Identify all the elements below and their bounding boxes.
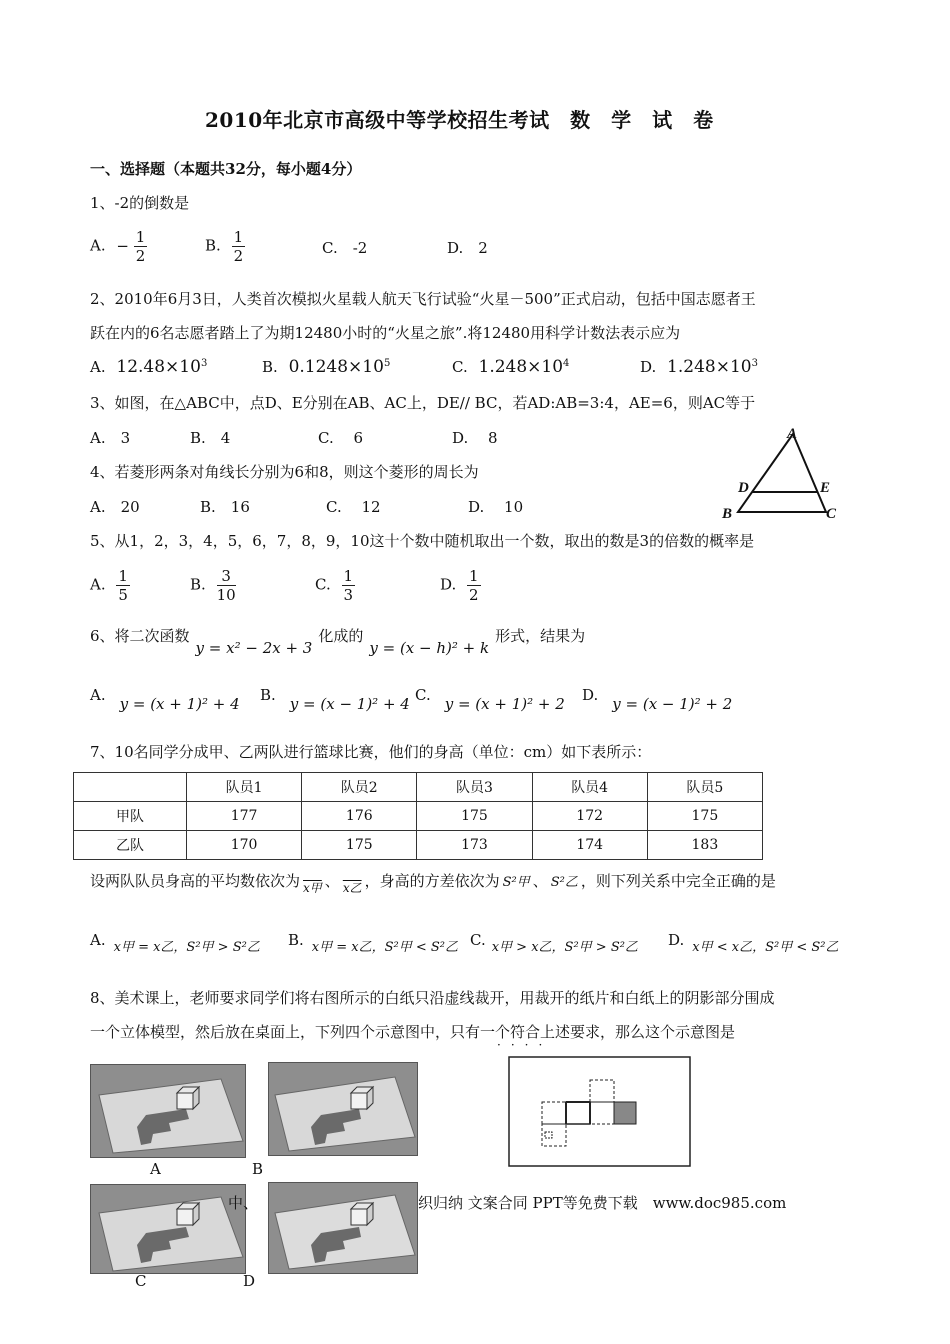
question-7-condition: 设两队队员身高的平均数依次为 $_{x甲}$ 、 $_{x乙}$ ，身高的方差依次为 S²甲 、 S²乙 ，则下列关系中完全正确的是 — [90, 872, 776, 895]
table-cell: 173 — [417, 831, 532, 860]
q2-option-b: B. $0.1248\times 10^5$ — [262, 357, 391, 377]
q4-option-a: A. 20 — [90, 498, 140, 516]
section-header: 一、选择题（本题共32分，每小题4分） — [90, 160, 362, 178]
table-cell: 172 — [532, 802, 647, 831]
question-6-stem: 6、将二次函数y = x² − 2x + 3化成的y = (x − h)² + k形式，结果为 — [90, 627, 586, 657]
q3-option-c: C. 6 — [318, 429, 364, 447]
q7-option-d: D. x甲 < x乙，S²甲 < S²乙 — [668, 931, 839, 955]
point-e-label: E — [820, 480, 831, 496]
table-cell: 175 — [417, 802, 532, 831]
q5-option-b: B. $\frac{3}{10}$ — [190, 567, 236, 604]
q3-option-a: A. 3 — [90, 429, 131, 447]
question-8-line2: 一个立体模型，然后放在桌面上，下列四个示意图中，只有一个符合上述要求，那么这个示意图是 — [90, 1023, 736, 1041]
question-3-stem: 3、如图，在△ABC中，点D、E分别在AB、AC上，DE// BC，若AD:AB=3:4，AE=6，则AC等于 — [90, 394, 756, 412]
table-cell: 甲队 — [74, 802, 187, 831]
table-header-cell — [74, 773, 187, 802]
table-cell: 175 — [302, 831, 417, 860]
table-header-cell: 队员3 — [417, 773, 532, 802]
table-cell: 177 — [187, 802, 302, 831]
footer-fragment: 中、 — [228, 1194, 259, 1212]
question-2-line1: 2、2010年6月3日，人类首次模拟火星载人航天飞行试验“火星－500”正式启动，包括中国志愿者王 — [90, 290, 756, 308]
triangle-abc — [738, 434, 826, 512]
q4-option-d: D. 10 — [468, 498, 524, 516]
question-2-line2: 跃在内的6名志愿者踏上了为期12480小时的“火星之旅”.将12480用科学计数法表示应为 — [90, 324, 681, 342]
option-b-image — [268, 1062, 418, 1156]
table-cell: 175 — [647, 802, 762, 831]
q1-option-d: D. 2 — [447, 239, 488, 257]
question-5-stem: 5、从1，2，3，4，5，6，7，8，9，10这十个数中随机取出一个数，取出的数是3的倍数的概率是 — [90, 532, 755, 550]
question-8-line1: 8、美术课上，老师要求同学们将右图所示的白纸只沿虚线裁开，用裁开的纸片和白纸上的阴影部分围成 — [90, 989, 775, 1007]
q5-option-d: D. $\frac{1}{2}$ — [440, 567, 479, 604]
table-header-row — [74, 773, 763, 802]
q1-option-b: B. $\frac{1}{2}$ — [205, 228, 244, 265]
question-4-stem: 4、若菱形两条对角线长分别为6和8，则这个菱形的周长为 — [90, 463, 479, 481]
vertex-a-label: A — [787, 426, 798, 442]
q1-option-c: C. -2 — [322, 239, 368, 257]
image-label-b: B — [252, 1160, 264, 1178]
option-c-image — [90, 1184, 246, 1274]
q7-option-a: A. x甲 = x乙，S²甲 > S²乙 — [90, 931, 260, 955]
table-cell: 174 — [532, 831, 647, 860]
q5-option-a: A. $\frac{1}{5}$ — [90, 567, 128, 604]
paper-net-diagram — [508, 1056, 692, 1168]
table-cell: 183 — [647, 831, 762, 860]
page-title: 2010年北京市高级中等学校招生考试 数 学 试 卷 — [205, 108, 714, 132]
option-d-image — [268, 1182, 418, 1274]
q6-option-d: D. y = (x − 1)² + 2 — [582, 686, 733, 713]
image-label-d: D — [243, 1272, 256, 1290]
option-a-image — [90, 1064, 246, 1158]
vertex-b-label: B — [722, 506, 733, 522]
q6-option-c: C. y = (x + 1)² + 2 — [415, 686, 565, 713]
image-label-a: A — [150, 1160, 161, 1178]
footer-text: 织归纳 文案合同 PPT等免费下载 www.doc985.com — [418, 1194, 787, 1212]
height-table — [73, 772, 763, 860]
question-7-stem: 7、10名同学分成甲、乙两队进行篮球比赛，他们的身高（单位：cm）如下表所示： — [90, 743, 652, 761]
table-row — [74, 802, 763, 831]
q2-option-a: A. $12.48\times 10^3$ — [90, 357, 208, 377]
table-cell: 176 — [302, 802, 417, 831]
q4-option-c: C. 12 — [326, 498, 381, 516]
q3-option-d: D. 8 — [452, 429, 498, 447]
table-header-cell: 队员5 — [647, 773, 762, 802]
q2-option-d: D. $1.248\times 10^3$ — [640, 357, 758, 377]
table-row — [74, 831, 763, 860]
question-1-stem: 1、-2的倒数是 — [90, 194, 190, 212]
q3-option-b: B. 4 — [190, 429, 231, 447]
q1-option-a: A. − $\frac{1}{2}$ — [90, 228, 146, 265]
emphasis-dots: ···· — [497, 1038, 553, 1052]
image-label-c: C — [135, 1272, 147, 1290]
table-cell: 乙队 — [74, 831, 187, 860]
vertex-c-label: C — [826, 506, 837, 522]
table-header-cell: 队员1 — [187, 773, 302, 802]
q5-option-c: C. $\frac{1}{3}$ — [315, 567, 354, 604]
q6-option-b: B. y = (x − 1)² + 4 — [260, 686, 410, 713]
q4-option-b: B. 16 — [200, 498, 250, 516]
q6-option-a: A. y = (x + 1)² + 4 — [90, 686, 240, 713]
table-header-cell: 队员4 — [532, 773, 647, 802]
point-d-label: D — [738, 480, 749, 496]
q7-option-b: B. x甲 = x乙，S²甲 < S²乙 — [288, 931, 459, 955]
table-header-cell: 队员2 — [302, 773, 417, 802]
table-cell: 170 — [187, 831, 302, 860]
q7-option-c: C. x甲 > x乙，S²甲 > S²乙 — [470, 931, 638, 955]
q2-option-c: C. $1.248\times 10^4$ — [452, 357, 570, 377]
